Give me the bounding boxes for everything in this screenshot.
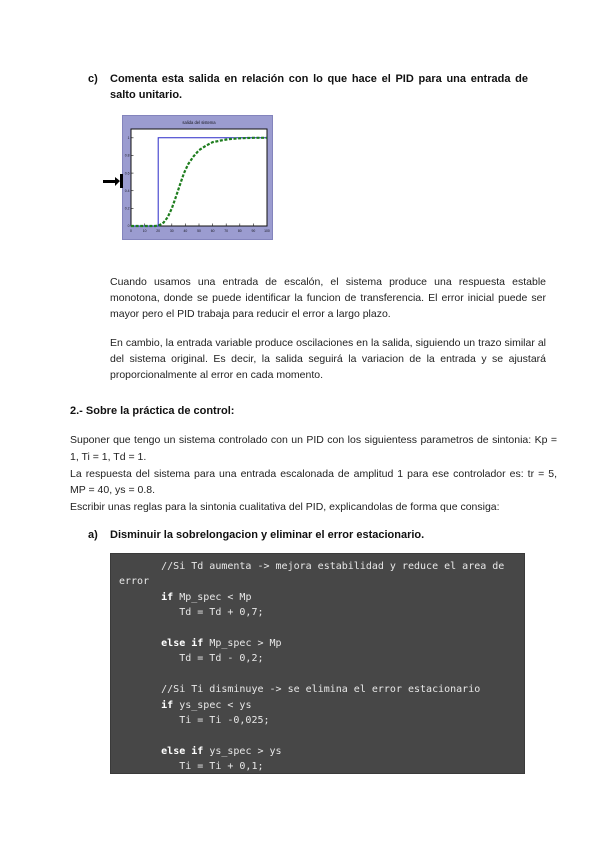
code-line-13: else if ys_spec > ys [161, 745, 282, 757]
practice-line-3: Escribir unas reglas para la sintonia cualitativa del PID, explicandolas de forma que consiga: [70, 501, 500, 514]
code-line-4: Td = Td + 0,7; [119, 607, 264, 619]
x-tick-label: 80 [237, 229, 242, 233]
section-2-heading: 2.- Sobre la práctica de control: [70, 405, 235, 417]
code-line-5 [119, 621, 516, 636]
code-line-14: Ti = Ti + 0,1; [119, 761, 264, 773]
step-response-chart [123, 116, 272, 239]
code-line-2: error [119, 576, 150, 588]
list-item-a-marker: a) [88, 529, 98, 541]
code-line-12 [119, 728, 516, 743]
code-line-7: Td = Td - 0,2; [119, 653, 264, 665]
code-line-8 [119, 667, 516, 682]
x-tick-label: 10 [142, 229, 147, 233]
x-tick-label: 90 [251, 229, 256, 233]
step-response-figure [122, 115, 273, 240]
x-tick-label: 60 [210, 229, 215, 233]
practice-line-2: La respuesta del sistema para una entrada escalonada de amplitud 1 para ese controlador es: tr = 5, MP = 40, ys = 0.8. [70, 467, 557, 497]
list-item-c [88, 71, 528, 103]
chart-title: salida del sistema [182, 120, 216, 125]
code-line-6: else if Mp_spec > Mp [161, 638, 282, 650]
paragraph-step-input: Cuando usamos una entrada de escalón, el sistema produce una respuesta estable monotona, donde se puede identificar la funcion de transferencia. El error inicial puede ser mayor pero el PID trabaja para reducir el error a largo plazo. [110, 276, 546, 320]
plot-area [131, 129, 267, 226]
paragraph-practice-intro [70, 432, 557, 516]
y-tick-label: 0.6 [124, 171, 130, 176]
code-line-1: //Si Td aumenta -> mejora estabilidad y reduce el area de [119, 561, 505, 572]
list-item-a-text: Disminuir la sobrelongacion y eliminar el error estacionario. [110, 529, 425, 541]
list-item-c-marker: c) [88, 73, 98, 85]
y-tick-label: 0 [127, 224, 130, 229]
x-tick-label: 40 [183, 229, 188, 233]
x-tick-label: 20 [156, 229, 161, 233]
annotation-arrow-icon [103, 174, 123, 188]
paragraph-variable-input: En cambio, la entrada variable produce oscilaciones en la salida, siguiendo un trazo similar al del sistema original. Es decir, la salida seguirá la variacion de la entrada y se ajustará proporcionalmente al error en cada momento. [110, 337, 546, 381]
arrow-head-bar [120, 174, 123, 188]
practice-line-1: Suponer que tengo un sistema controlado con un PID con los siguientess parametros de sintonia: Kp = 1, Ti = 1, Td = 1. [70, 434, 557, 463]
x-tick-label: 30 [169, 229, 174, 233]
x-tick-label: 70 [224, 229, 229, 233]
x-tick-label: 50 [197, 229, 201, 233]
code-line-9: //Si Ti disminuye -> se elimina el error estacionario [119, 684, 481, 696]
code-line-10: if ys_spec < ys [161, 699, 252, 711]
list-item-a [88, 527, 538, 543]
y-tick-label: 0.4 [124, 188, 130, 193]
y-tick-label: 0.2 [124, 206, 130, 211]
y-tick-label: 1 [127, 136, 130, 141]
code-block [110, 553, 525, 774]
x-tick-label: 100 [264, 229, 270, 233]
list-item-c-text: Comenta esta salida en relación con lo que hace el PID para una entrada de salto unitario. [110, 73, 528, 101]
code-line-3: if Mp_spec < Mp [161, 591, 252, 603]
y-tick-label: 0.8 [124, 153, 130, 158]
code-line-11: Ti = Ti -0,025; [119, 715, 270, 727]
x-tick-label: 0 [130, 229, 132, 233]
